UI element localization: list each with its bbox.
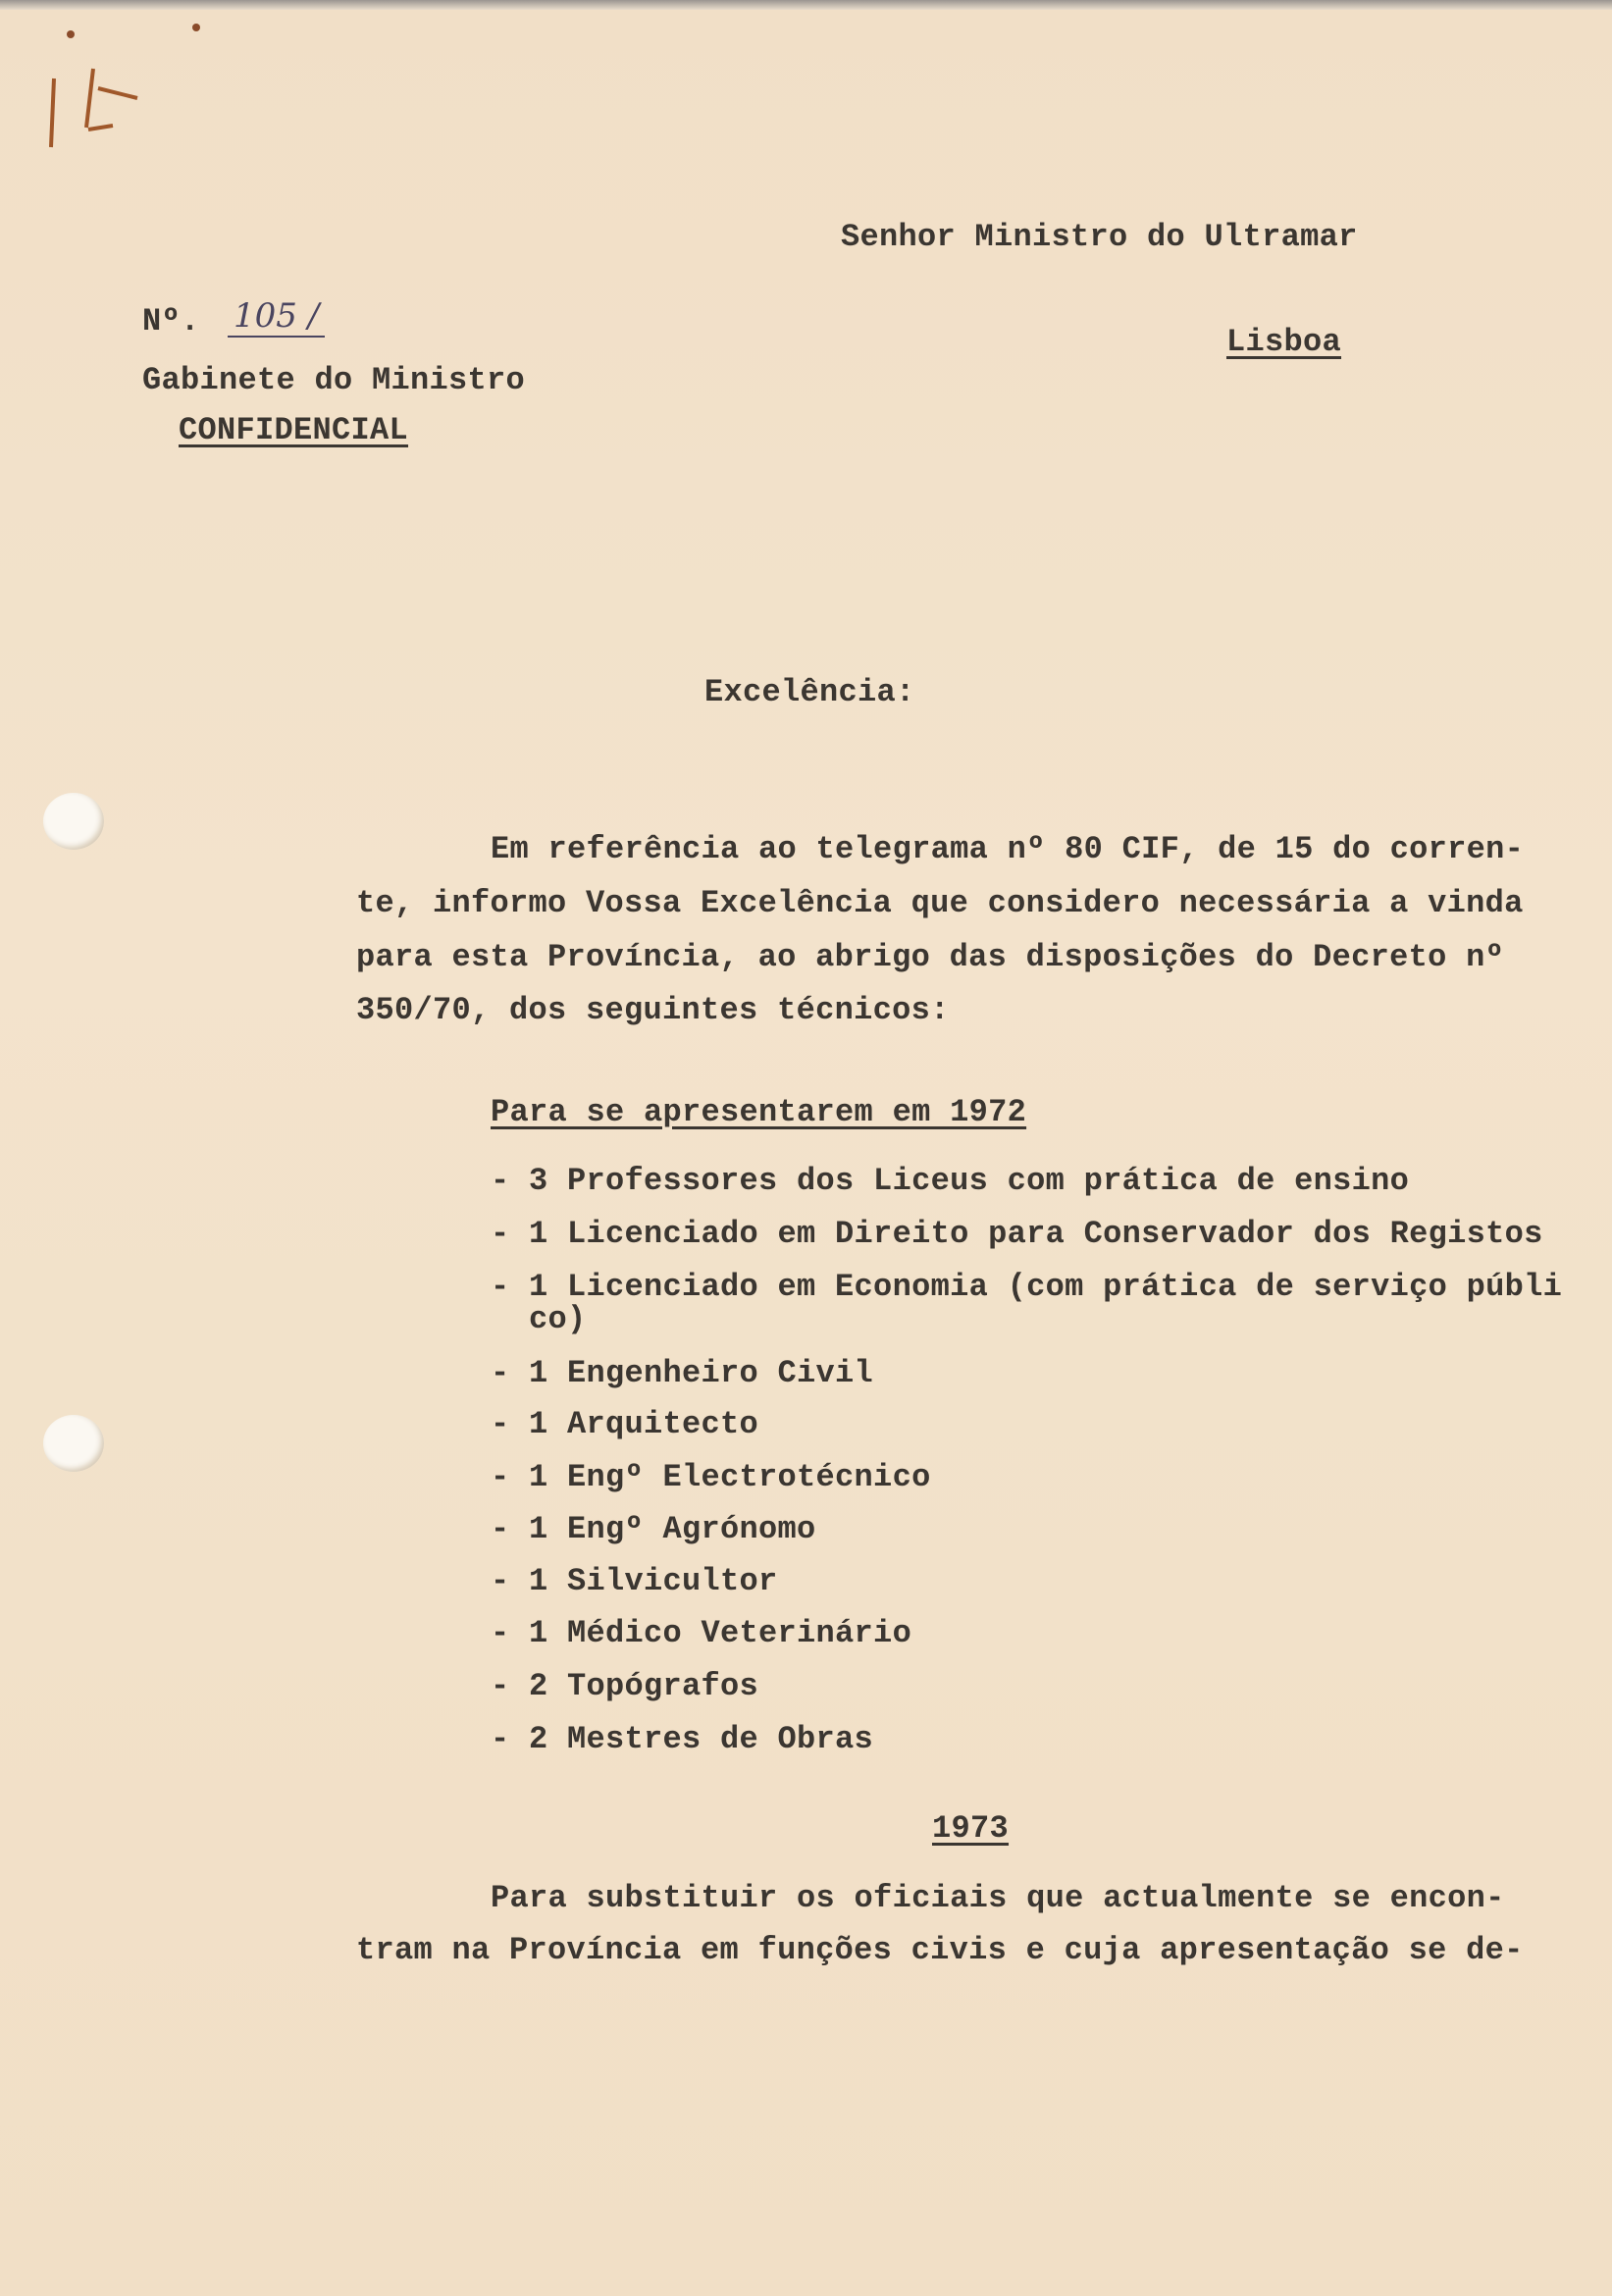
city: Lisboa <box>1226 324 1342 360</box>
section-1972-heading: Para se apresentarem em 1972 <box>491 1094 1027 1130</box>
intro-line: 350/70, dos seguintes técnicos: <box>356 992 950 1028</box>
list-item: - 1 Licenciado em Economia (com prática de serviço públi <box>491 1269 1563 1305</box>
intro-line: Em referência ao telegrama nº 80 CIF, de 15 do corren- <box>491 831 1525 867</box>
list-item: - 2 Mestres de Obras <box>491 1721 874 1757</box>
handwritten-number: 105 / <box>228 296 325 338</box>
intro-line: para esta Província, ao abrigo das disposições do Decreto nº <box>356 939 1505 975</box>
punch-hole <box>43 1415 104 1472</box>
office: Gabinete do Ministro <box>142 362 526 398</box>
staple-rust-mark <box>20 10 216 157</box>
number-label: Nº. <box>142 303 200 339</box>
list-item: - 2 Topógrafos <box>491 1668 759 1704</box>
list-item-continuation: co) <box>491 1301 587 1337</box>
list-item: - 1 Engenheiro Civil <box>491 1355 874 1391</box>
list-item: - 3 Professores dos Liceus com prática de ensino <box>491 1163 1410 1199</box>
intro-line: te, informo Vossa Excelência que considero necessária a vinda <box>356 885 1524 921</box>
list-item: - 1 Arquitecto <box>491 1406 759 1442</box>
classification: CONFIDENCIAL <box>179 412 409 448</box>
body-line: tram na Província em funções civis e cuja apresentação se de- <box>356 1932 1524 1968</box>
addressee: Senhor Ministro do Ultramar <box>841 219 1358 255</box>
punch-hole <box>43 793 104 850</box>
list-item: - 1 Licenciado em Direito para Conservador dos Registos <box>491 1216 1543 1252</box>
section-1973-heading: 1973 <box>932 1810 1010 1847</box>
page-top-edge <box>0 0 1612 10</box>
list-item: - 1 Engº Electrotécnico <box>491 1459 931 1495</box>
list-item: - 1 Silvicultor <box>491 1563 778 1599</box>
body-line: Para substituir os oficiais que actualmente se encon- <box>491 1880 1505 1916</box>
salutation: Excelência: <box>704 674 915 710</box>
list-item: - 1 Médico Veterinário <box>491 1615 912 1651</box>
list-item: - 1 Engº Agrónomo <box>491 1511 816 1547</box>
